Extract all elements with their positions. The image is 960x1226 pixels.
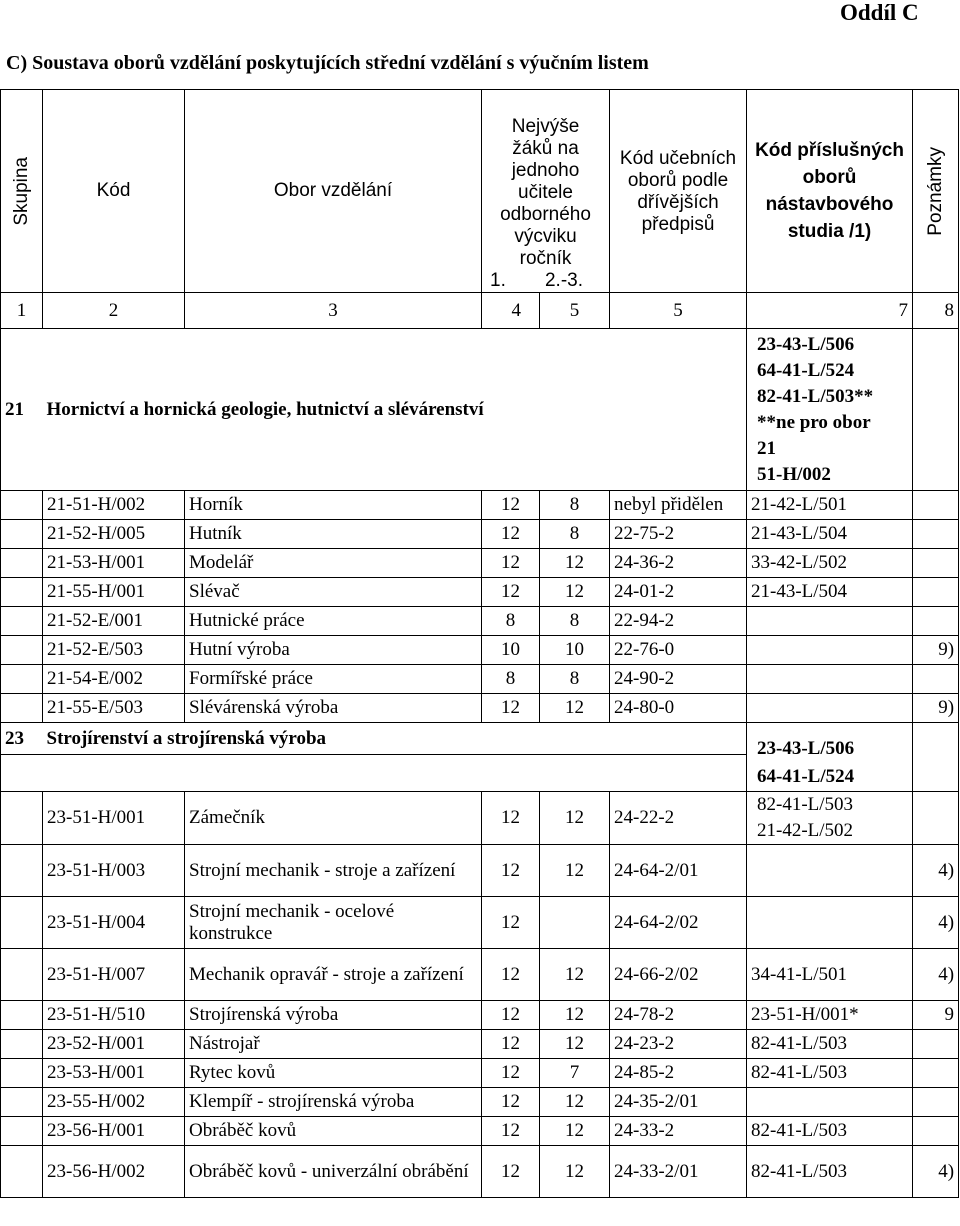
nast-line: 64-41-L/524 <box>757 359 855 381</box>
colnum-1: 1 <box>1 293 43 329</box>
cell-r1: 12 <box>482 897 540 949</box>
cell-r1: 12 <box>482 549 540 578</box>
colnum-2: 2 <box>43 293 185 329</box>
cell-r1: 10 <box>482 636 540 665</box>
table-row <box>1 665 959 694</box>
table-row <box>1 1030 959 1059</box>
cell-r23: 8 <box>540 491 610 520</box>
cell-r1: 12 <box>482 520 540 549</box>
table-row <box>1 1088 959 1117</box>
header-rocnik-23: 2.-3. <box>544 270 584 291</box>
cell-kod: 21-55-H/001 <box>43 578 185 607</box>
cell-obor: Strojírenská výroba <box>185 1001 482 1030</box>
cell-nast <box>747 636 913 665</box>
header-max-zaku <box>482 90 610 293</box>
cell-skupina <box>1 665 43 694</box>
cell-kod: 23-51-H/510 <box>43 1001 185 1030</box>
cell-nast <box>747 665 913 694</box>
cell-pozn <box>913 549 959 578</box>
cell-pozn <box>913 1117 959 1146</box>
cell-pozn <box>913 607 959 636</box>
cell-nast: 34-41-L/501 <box>747 949 913 1001</box>
cell-obor: Modelář <box>185 549 482 578</box>
table-row <box>1 792 959 845</box>
table-row <box>1 549 959 578</box>
header-kod-nastavbove: Kód příslušných oborů nástavbového studia /1) <box>747 90 913 293</box>
cell-skupina <box>1 491 43 520</box>
cell-obor: Horník <box>185 491 482 520</box>
cell-old: 24-33-2 <box>610 1117 747 1146</box>
cell-r23: 12 <box>540 1146 610 1198</box>
cell-obor: Formířské práce <box>185 665 482 694</box>
cell-obor: Nástrojař <box>185 1030 482 1059</box>
table-row <box>1 1117 959 1146</box>
table-row <box>1 897 959 949</box>
cell-r1: 12 <box>482 1117 540 1146</box>
nast-line: 21 <box>757 437 777 459</box>
table-row <box>1 949 959 1001</box>
cell-r1: 12 <box>482 578 540 607</box>
cell-obor: Hutník <box>185 520 482 549</box>
table-row <box>1 694 959 723</box>
cell-old: 24-90-2 <box>610 665 747 694</box>
cell-skupina <box>1 1030 43 1059</box>
cell-kod: 21-52-H/005 <box>43 520 185 549</box>
rows-21 <box>1 491 959 723</box>
rows-23-tall <box>1 845 959 1001</box>
table-row <box>1 491 959 520</box>
cell-r1: 12 <box>482 1030 540 1059</box>
cell-r23: 12 <box>540 1088 610 1117</box>
cell-skupina <box>1 607 43 636</box>
cell-old: 22-75-2 <box>610 520 747 549</box>
cell-r1: 12 <box>482 845 540 897</box>
group-nastavbove <box>747 723 913 792</box>
section-label: Oddíl C <box>840 0 919 25</box>
cell-r1: 12 <box>482 949 540 1001</box>
cell-pozn <box>913 1030 959 1059</box>
cell-old: 24-64-2/01 <box>610 845 747 897</box>
colnum-4: 4 <box>482 293 540 329</box>
cell-nast: 82-41-L/503 <box>747 1030 913 1059</box>
cell-skupina <box>1 845 43 897</box>
cell-pozn: 9) <box>913 636 959 665</box>
cell-r1: 12 <box>482 694 540 723</box>
cell-pozn <box>913 792 959 845</box>
cell-nast <box>747 607 913 636</box>
colnum-7: 7 <box>747 293 913 329</box>
cell-r1: 12 <box>482 1001 540 1030</box>
cell-r23: 8 <box>540 607 610 636</box>
page-title: C) Soustava oborů vzdělání poskytujících střední vzdělání s výučním listem <box>6 52 649 74</box>
cell-kod: 23-56-H/001 <box>43 1117 185 1146</box>
nast-line: 23-43-L/506 <box>757 333 855 355</box>
cell-r23 <box>540 897 610 949</box>
cell-kod: 21-52-E/503 <box>43 636 185 665</box>
column-number-row <box>1 293 959 329</box>
cell-pozn: 4) <box>913 845 959 897</box>
cell-obor: Hutnické práce <box>185 607 482 636</box>
nast-line: 64-41-L/524 <box>757 766 855 787</box>
cell-nast: 82-41-L/503 <box>747 1117 913 1146</box>
cell-nast: 33-42-L/502 <box>747 549 913 578</box>
header-rocniky <box>484 270 607 292</box>
cell-nast: 82-41-L/503 <box>747 1146 913 1198</box>
cell-old: 22-94-2 <box>610 607 747 636</box>
nast-line: 82-41-L/503 <box>757 794 854 815</box>
cell-kod: 23-52-H/001 <box>43 1030 185 1059</box>
cell-r23: 12 <box>540 1117 610 1146</box>
cell-nast <box>747 694 913 723</box>
cell-pozn: 9) <box>913 694 959 723</box>
cell-obor: Rytec kovů <box>185 1059 482 1088</box>
nast-line: **ne pro obor <box>757 411 871 433</box>
colnum-3: 3 <box>185 293 482 329</box>
cell-obor: Mechanik opravář - stroje a zařízení <box>185 949 482 1001</box>
cell-obor: Strojní mechanik - stroje a zařízení <box>185 845 482 897</box>
table-row <box>1 578 959 607</box>
cell-skupina <box>1 1001 43 1030</box>
cell-obor: Klempíř - strojírenská výroba <box>185 1088 482 1117</box>
cell-obor: Hutní výroba <box>185 636 482 665</box>
cell-nast: 82-41-L/503 <box>747 1059 913 1088</box>
header-poznamky: Poznámky <box>913 90 959 293</box>
colnum-8: 8 <box>913 293 959 329</box>
cell-r23: 12 <box>540 845 610 897</box>
table-row <box>1 1059 959 1088</box>
cell-pozn: 4) <box>913 1146 959 1198</box>
cell-old: 24-66-2/02 <box>610 949 747 1001</box>
cell-r23: 12 <box>540 578 610 607</box>
cell-old: 24-78-2 <box>610 1001 747 1030</box>
group-poznamky <box>913 329 959 491</box>
group-empty <box>540 723 747 755</box>
cell-pozn <box>913 1059 959 1088</box>
cell-skupina <box>1 578 43 607</box>
cell-r23: 12 <box>540 1030 610 1059</box>
cell-kod: 23-51-H/004 <box>43 897 185 949</box>
fields-table <box>0 89 959 1198</box>
cell-r23: 12 <box>540 549 610 578</box>
cell-old: 24-64-2/02 <box>610 897 747 949</box>
cell-kod: 21-53-H/001 <box>43 549 185 578</box>
table-row <box>1 607 959 636</box>
cell-skupina <box>1 1088 43 1117</box>
cell-old: 24-23-2 <box>610 1030 747 1059</box>
cell-old: nebyl přidělen <box>610 491 747 520</box>
header-row <box>1 90 959 293</box>
cell-kod: 23-56-H/002 <box>43 1146 185 1198</box>
header-obor: Obor vzdělání <box>185 90 482 293</box>
table-row <box>1 1146 959 1198</box>
nast-line: 21-42-L/502 <box>757 820 854 841</box>
cell-skupina <box>1 949 43 1001</box>
cell-r1: 12 <box>482 1059 540 1088</box>
nast-line: 51-H/002 <box>757 463 831 485</box>
cell-r23: 8 <box>540 665 610 694</box>
cell-nast: 21-43-L/504 <box>747 578 913 607</box>
cell-obor: Zámečník <box>185 792 482 845</box>
cell-old: 24-01-2 <box>610 578 747 607</box>
table-row <box>1 520 959 549</box>
cell-nast <box>747 792 913 845</box>
cell-kod: 21-55-E/503 <box>43 694 185 723</box>
cell-pozn <box>913 520 959 549</box>
group-number: 23 <box>1 723 43 755</box>
cell-r1: 8 <box>482 607 540 636</box>
cell-nast <box>747 897 913 949</box>
cell-skupina <box>1 520 43 549</box>
cell-kod: 23-55-H/002 <box>43 1088 185 1117</box>
cell-skupina <box>1 549 43 578</box>
header-skupina: Skupina <box>1 90 43 293</box>
cell-kod: 23-53-H/001 <box>43 1059 185 1088</box>
cell-skupina <box>1 897 43 949</box>
cell-r1: 12 <box>482 491 540 520</box>
colnum-5a: 5 <box>540 293 610 329</box>
group-name: Hornictví a hornická geologie, hutnictví a slévárenství <box>43 329 747 491</box>
cell-pozn <box>913 491 959 520</box>
header-kod: Kód <box>43 90 185 293</box>
cell-nast <box>747 845 913 897</box>
cell-old: 24-33-2/01 <box>610 1146 747 1198</box>
cell-nast: 21-43-L/504 <box>747 520 913 549</box>
cell-pozn: 4) <box>913 949 959 1001</box>
cell-obor: Obráběč kovů - univerzální obrábění <box>185 1146 482 1198</box>
cell-r23: 12 <box>540 694 610 723</box>
group-spacer <box>1 755 747 792</box>
cell-obor: Strojní mechanik - ocelové konstrukce <box>185 897 482 949</box>
cell-r1: 12 <box>482 792 540 845</box>
rows-23 <box>1 1001 959 1146</box>
group-row-21 <box>1 329 959 491</box>
cell-nast: 21-42-L/501 <box>747 491 913 520</box>
cell-r23: 12 <box>540 792 610 845</box>
cell-old: 24-85-2 <box>610 1059 747 1088</box>
header-kod-ucebnich: Kód učebních oborů podle dřívějších předpisů <box>610 90 747 293</box>
cell-r23: 10 <box>540 636 610 665</box>
table-row <box>1 1001 959 1030</box>
cell-skupina <box>1 1146 43 1198</box>
cell-old: 24-80-0 <box>610 694 747 723</box>
cell-nast: 23-51-H/001* <box>747 1001 913 1030</box>
cell-r23: 12 <box>540 1001 610 1030</box>
header-rocnik-1: 1. <box>490 270 506 291</box>
cell-skupina <box>1 1059 43 1088</box>
cell-pozn: 9 <box>913 1001 959 1030</box>
cell-obor: Slévač <box>185 578 482 607</box>
nast-line: 23-43-L/506 <box>757 738 855 759</box>
cell-kod: 23-51-H/001 <box>43 792 185 845</box>
colnum-5b: 5 <box>610 293 747 329</box>
cell-r1: 12 <box>482 1146 540 1198</box>
cell-r1: 8 <box>482 665 540 694</box>
cell-pozn <box>913 578 959 607</box>
cell-skupina <box>1 792 43 845</box>
group-row-23 <box>1 723 959 755</box>
cell-old: 24-35-2/01 <box>610 1088 747 1117</box>
cell-obor: Obráběč kovů <box>185 1117 482 1146</box>
table-row <box>1 636 959 665</box>
cell-kod: 21-52-E/001 <box>43 607 185 636</box>
cell-old: 24-22-2 <box>610 792 747 845</box>
cell-pozn <box>913 1088 959 1117</box>
cell-kod: 21-51-H/002 <box>43 491 185 520</box>
cell-old: 24-36-2 <box>610 549 747 578</box>
header-max-zaku-text: Nejvýše žáků na jednoho učitele odborného výcviku ročník <box>500 116 591 269</box>
cell-kod: 23-51-H/003 <box>43 845 185 897</box>
cell-r1: 12 <box>482 1088 540 1117</box>
cell-skupina <box>1 694 43 723</box>
cell-r23: 8 <box>540 520 610 549</box>
group-number: 21 <box>1 329 43 491</box>
cell-kod: 23-51-H/007 <box>43 949 185 1001</box>
cell-r23: 12 <box>540 949 610 1001</box>
cell-old: 22-76-0 <box>610 636 747 665</box>
cell-r23: 7 <box>540 1059 610 1088</box>
group-poznamky <box>913 723 959 792</box>
table-row <box>1 845 959 897</box>
group-nastavbove <box>747 329 913 491</box>
group-name: Strojírenství a strojírenská výroba <box>43 723 540 755</box>
cell-obor: Slévárenská výroba <box>185 694 482 723</box>
cell-kod: 21-54-E/002 <box>43 665 185 694</box>
cell-pozn <box>913 665 959 694</box>
cell-nast <box>747 1088 913 1117</box>
nast-line: 82-41-L/503** <box>757 385 874 407</box>
cell-skupina <box>1 1117 43 1146</box>
cell-pozn: 4) <box>913 897 959 949</box>
cell-skupina <box>1 636 43 665</box>
